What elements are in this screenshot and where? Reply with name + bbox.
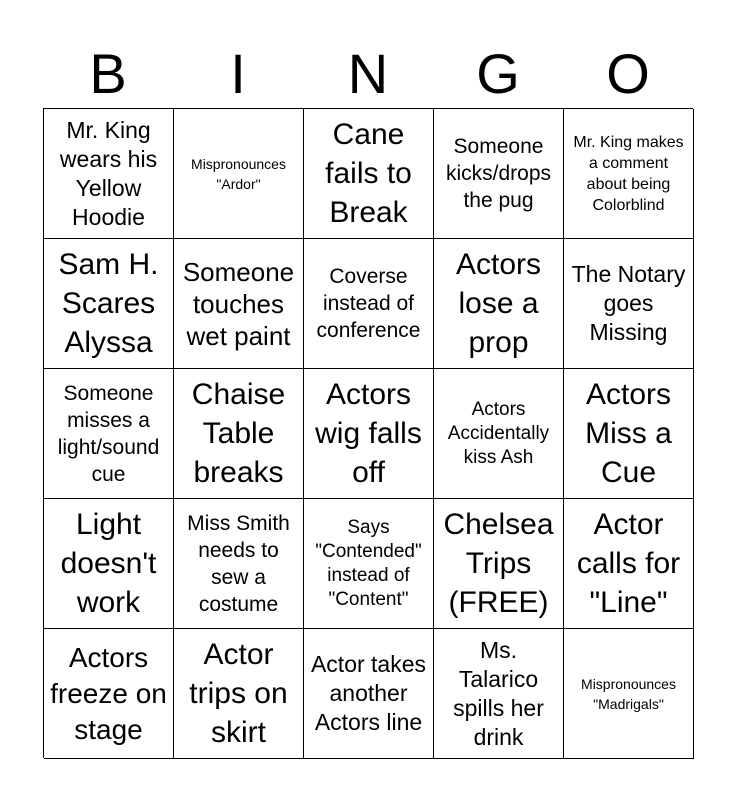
cell-text: Actor takes another Actors line	[310, 651, 427, 735]
cell-text: Actor calls for "Line"	[576, 508, 681, 619]
bingo-cell[interactable]	[434, 109, 564, 239]
bingo-cell[interactable]	[564, 499, 694, 629]
bingo-cell[interactable]	[44, 239, 174, 369]
bingo-header	[43, 40, 693, 108]
bingo-cell[interactable]	[44, 369, 174, 499]
cell-text: Actors wig falls off	[315, 378, 422, 489]
cell-text: Cane fails to Break	[325, 118, 412, 229]
cell-text: Mr. King wears his Yellow Hoodie	[59, 116, 158, 230]
cell-text: Mr. King makes a comment about being Colorblind	[573, 133, 684, 214]
cell-text: Says "Contended" instead of "Content"	[315, 516, 422, 610]
bingo-board	[43, 108, 693, 758]
cell-text: Someone touches wet paint	[182, 256, 295, 351]
header-letter-g: G	[476, 42, 520, 105]
cell-text: The Notary goes Missing	[571, 261, 686, 345]
cell-text: Actors Miss a Cue	[585, 378, 672, 489]
bingo-cell[interactable]	[564, 369, 694, 499]
cell-text: Miss Smith needs to sew a costume	[187, 511, 290, 616]
bingo-cell[interactable]	[304, 239, 434, 369]
header-letter-n: N	[347, 42, 389, 105]
bingo-cell[interactable]	[174, 109, 304, 239]
bingo-cell[interactable]	[304, 369, 434, 499]
bingo-cell[interactable]	[434, 369, 564, 499]
cell-text: Actors Accidentally kiss Ash	[447, 398, 550, 468]
bingo-cell[interactable]	[174, 629, 304, 759]
cell-text: Chelsea Trips (FREE)	[443, 508, 554, 619]
bingo-cell[interactable]	[304, 499, 434, 629]
bingo-cell[interactable]	[434, 629, 564, 759]
cell-text: Sam H. Scares Alyssa	[58, 248, 159, 359]
cell-text: Coverse instead of conference	[316, 265, 421, 342]
header-letter-o: O	[606, 42, 650, 105]
cell-text: Ms. Talarico spills her drink	[453, 636, 544, 750]
cell-text: Actors freeze on stage	[50, 641, 167, 745]
cell-text: Actors lose a prop	[455, 248, 542, 359]
bingo-cell[interactable]	[174, 369, 304, 499]
bingo-cell[interactable]	[174, 499, 304, 629]
bingo-cell[interactable]	[564, 239, 694, 369]
cell-text: Mispronounces "Ardor"	[191, 155, 286, 192]
bingo-cell[interactable]	[44, 499, 174, 629]
bingo-cell[interactable]	[44, 109, 174, 239]
cell-text: Light doesn't work	[60, 508, 157, 619]
bingo-cell[interactable]	[304, 109, 434, 239]
bingo-cell[interactable]	[434, 499, 564, 629]
cell-text: Mispronounces "Madrigals"	[581, 675, 676, 712]
cell-text: Chaise Table breaks	[191, 378, 286, 489]
cell-text: Someone kicks/drops the pug	[445, 135, 552, 212]
cell-text: Someone misses a light/sound cue	[57, 381, 160, 486]
header-letter-b: B	[89, 42, 127, 105]
bingo-cell[interactable]	[434, 239, 564, 369]
bingo-cell[interactable]	[304, 629, 434, 759]
bingo-cell[interactable]	[174, 239, 304, 369]
bingo-cell[interactable]	[44, 629, 174, 759]
header-letter-i: I	[230, 42, 246, 105]
bingo-cell[interactable]	[564, 109, 694, 239]
bingo-cell[interactable]	[564, 629, 694, 759]
cell-text: Actor trips on skirt	[189, 638, 288, 749]
